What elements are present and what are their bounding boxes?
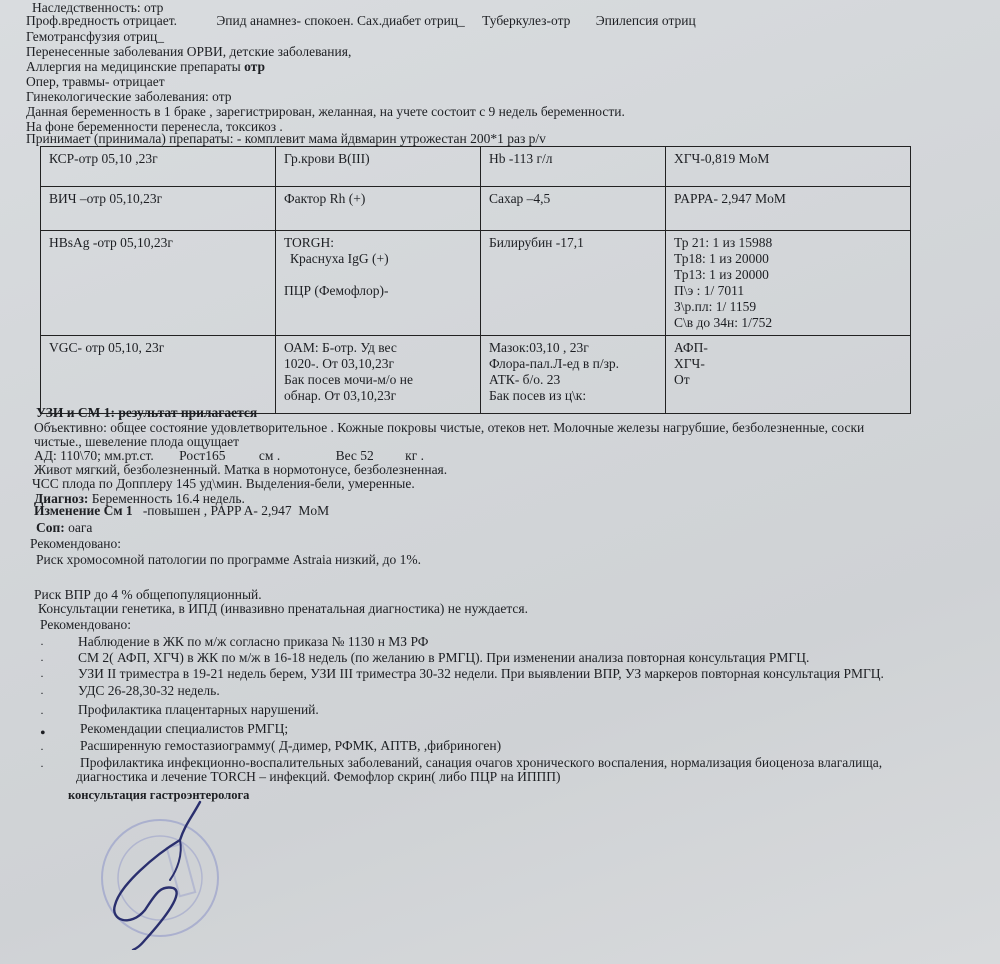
lab-text: HBsAg -отр 05,10,23г: [49, 235, 173, 250]
lab-text: Мазок:03,10 , 23г: [489, 340, 589, 355]
allergy-label: Аллергия на медицинские препараты: [26, 59, 241, 74]
bullet-icon: ·: [40, 742, 44, 756]
lab-text: ХГЧ-0,819 MoM: [674, 151, 770, 166]
lab-text: З\р.пл: 1/ 1159: [674, 299, 757, 314]
lab-text: КСР-отр 05,10 ,23г: [49, 151, 158, 166]
recommendation-item: Рекомендации специалистов РМГЦ;: [80, 721, 289, 736]
table-row: [41, 147, 911, 187]
pregnancy-line: Данная беременность в 1 браке , зарегистрирован, желанная, на учете состоит с 9 недель беременности.: [26, 104, 625, 119]
bullet-icon: ·: [40, 653, 44, 667]
lab-text: П\э : 1/ 7011: [674, 283, 745, 298]
lab-text: ХГЧ-: [674, 356, 705, 371]
lab-text: АТК- б/о. 23: [489, 372, 561, 387]
recommended-label-2: Рекомендовано:: [40, 617, 131, 632]
weight-text: Вес 52: [335, 448, 374, 463]
recommended-label-1: Рекомендовано:: [30, 536, 121, 551]
bullet-icon: ·: [40, 759, 44, 773]
fhr-line: ЧСС плода по Допплеру 145 уд\мин. Выделения-бели, умеренные.: [32, 476, 415, 491]
occupational-text: Проф.вредность отрицает.: [26, 13, 177, 28]
spacer: [284, 267, 474, 283]
lab-text: ОАМ: Б-отр. Уд вес: [284, 340, 397, 355]
lab-text: Сахар –4,5: [489, 191, 551, 206]
recommendation-item: СМ 2( АФП, ХГЧ) в ЖК по м/ж в 16-18 недель (по желанию в РМГЦ). При изменении анализа повторная консультация РМГЦ.: [78, 650, 810, 665]
bp-text: АД: 110\70; мм.рт.ст.: [34, 448, 154, 463]
recommendation-item: УДС 26-28,30-32 недель.: [78, 683, 220, 698]
medications-line: Принимает (принимала) препараты: - комплевит мама йдвмарин утрожестан 200*1 раз p/v: [26, 131, 546, 146]
lab-text: Тр13: 1 из 20000: [674, 267, 769, 282]
height-text: Рост165: [179, 448, 226, 463]
bullet-icon: ·: [40, 669, 44, 683]
bullet-icon: ·: [40, 686, 44, 700]
lab-text: Билирубин -17,1: [489, 235, 584, 250]
lab-text: Флора-пал.Л-ед в п/зр.: [489, 356, 620, 371]
lab-cell: [276, 187, 481, 231]
tb-text: Туберкулез-отр: [482, 13, 571, 28]
weight-unit: кг .: [405, 448, 425, 463]
lab-cell: [276, 231, 481, 336]
lab-cell: [666, 231, 911, 336]
lab-text: Краснуха IgG (+): [290, 251, 389, 266]
recommendation-item: Наблюдение в ЖК по м/ж согласно приказа № 1130 н МЗ РФ: [78, 634, 429, 649]
gyn-line: Гинекологические заболевания: отр: [26, 89, 232, 104]
stamp-signature-icon: [85, 800, 235, 950]
occupational-line: [26, 13, 696, 29]
risk-chromosomal-line: Риск хромосомной патологии по программе Astraia низкий, до 1%.: [36, 552, 421, 567]
lab-text: 1020-. От 03,10,23г: [284, 356, 395, 371]
lab-text: ПЦР (Фемофлор)-: [284, 283, 389, 298]
sop-value: оага: [64, 520, 93, 535]
recommendation-item: УЗИ II триместра в 19-21 недель берем, УЗИ III триместра 30-32 недели. При выявлении ВПР, УЗ маркеров повторная консультация РМГЦ.: [78, 666, 884, 681]
epid-text: Эпид анамнез- спокоен. Сах.диабет отриц_: [216, 13, 465, 28]
past-diseases-line: Перенесенные заболевания ОРВИ, детские заболевания,: [26, 44, 352, 59]
lab-cell: [276, 336, 481, 414]
lab-cell: [41, 147, 276, 187]
recommendation-item: Профилактика инфекционно-воспалительных заболеваний, санация очагов хронического воспаления, нормализация биоценоза влагалища,: [80, 755, 883, 770]
lab-text: От: [674, 372, 690, 387]
sop-line: [36, 520, 92, 536]
objective-cont-line: чистые., шевеление плода ощущает: [34, 434, 240, 449]
table-row: [41, 187, 911, 231]
diagnosis-label: Диагноз:: [34, 491, 89, 506]
lab-text: обнар. От 03,10,23г: [284, 388, 397, 403]
gastro-line: консультация гастроэнтеролога: [68, 788, 250, 802]
ultrasound-line: УЗИ и СМ 1: результат прилагается: [36, 405, 258, 420]
heredity-line: Наследственность: отр: [32, 0, 164, 15]
lab-text: Тр 21: 1 из 15988: [674, 235, 773, 250]
recommendation-item-cont: диагностика и лечение TORCH – инфекций. Фемофлор скрин( либо ПЦР на ИППП): [76, 769, 561, 784]
lab-text: Бак посев из ц\к:: [489, 388, 587, 403]
bullet-icon: •: [40, 725, 46, 742]
risk-vpr-line: Риск ВПР до 4 % общепопуляционный.: [34, 587, 262, 602]
lab-text: VGC- отр 05,10, 23г: [49, 340, 165, 355]
lab-text: Фактор Rh (+): [284, 191, 366, 206]
during-pregnancy-line: На фоне беременности перенесла, токсикоз .: [26, 119, 283, 134]
height-unit: см .: [258, 448, 281, 463]
lab-text: ВИЧ –отр 05,10,23г: [49, 191, 163, 206]
epilepsy-text: Эпилепсия отриц: [595, 13, 696, 28]
recommendation-item: Профилактика плацентарных нарушений.: [78, 702, 319, 717]
change-value: -повышен , PAPP A- 2,947 MoM: [132, 503, 330, 518]
lab-cell: [481, 231, 666, 336]
lab-cell: [41, 187, 276, 231]
lab-text: Бак посев мочи-м/о не: [284, 372, 413, 387]
lab-cell: [666, 147, 911, 187]
lab-text: Hb -113 г/л: [489, 151, 553, 166]
table-row: [41, 231, 911, 336]
lab-cell: [666, 187, 911, 231]
allergy-value: отр: [244, 59, 265, 74]
lab-cell: [481, 147, 666, 187]
table-row: [41, 336, 911, 414]
objective-line: Объективно: общее состояние удовлетворительное . Кожные покровы чистые, отеков нет. Молочные железы нагрубшие, безболезненные, соски: [34, 420, 865, 435]
recommendation-item: Расширенную гемостазиограмму( Д-димер, РФМК, АПТВ, ,фибриноген): [80, 738, 502, 753]
change-line: [34, 503, 329, 519]
lab-text: С\в до 34н: 1/752: [674, 315, 773, 330]
lab-cell: [481, 187, 666, 231]
genetics-line: Консультации генетика, в ИПД (инвазивно пренатальная диагностика) не нуждается.: [38, 601, 528, 616]
lab-text: Гр.крови В(III): [284, 151, 370, 166]
lab-cell: [666, 336, 911, 414]
lab-cell: [481, 336, 666, 414]
lab-text: Тр18: 1 из 20000: [674, 251, 769, 266]
allergy-line: [26, 59, 265, 75]
diagnosis-value: Беременность 16.4 недель.: [88, 491, 245, 506]
lab-cell: [276, 147, 481, 187]
lab-text: TORGH:: [284, 235, 335, 250]
bullet-icon: ·: [40, 637, 44, 651]
change-label: Изменение См 1: [34, 503, 133, 518]
lab-text: PAPPA- 2,947 MoM: [674, 191, 786, 206]
lab-cell: [41, 231, 276, 336]
surgery-line: Опер, травмы- отрицает: [26, 74, 165, 89]
sop-label: Соп:: [36, 520, 65, 535]
bullet-icon: ·: [40, 706, 44, 720]
lab-cell: [41, 336, 276, 414]
lab-text: АФП-: [674, 340, 708, 355]
transfusion-line: Гемотрансфузия отриц_: [26, 29, 164, 44]
lab-results-table: [40, 146, 911, 414]
abdomen-line: Живот мягкий, безболезненный. Матка в нормотонусе, безболезненная.: [34, 462, 448, 477]
